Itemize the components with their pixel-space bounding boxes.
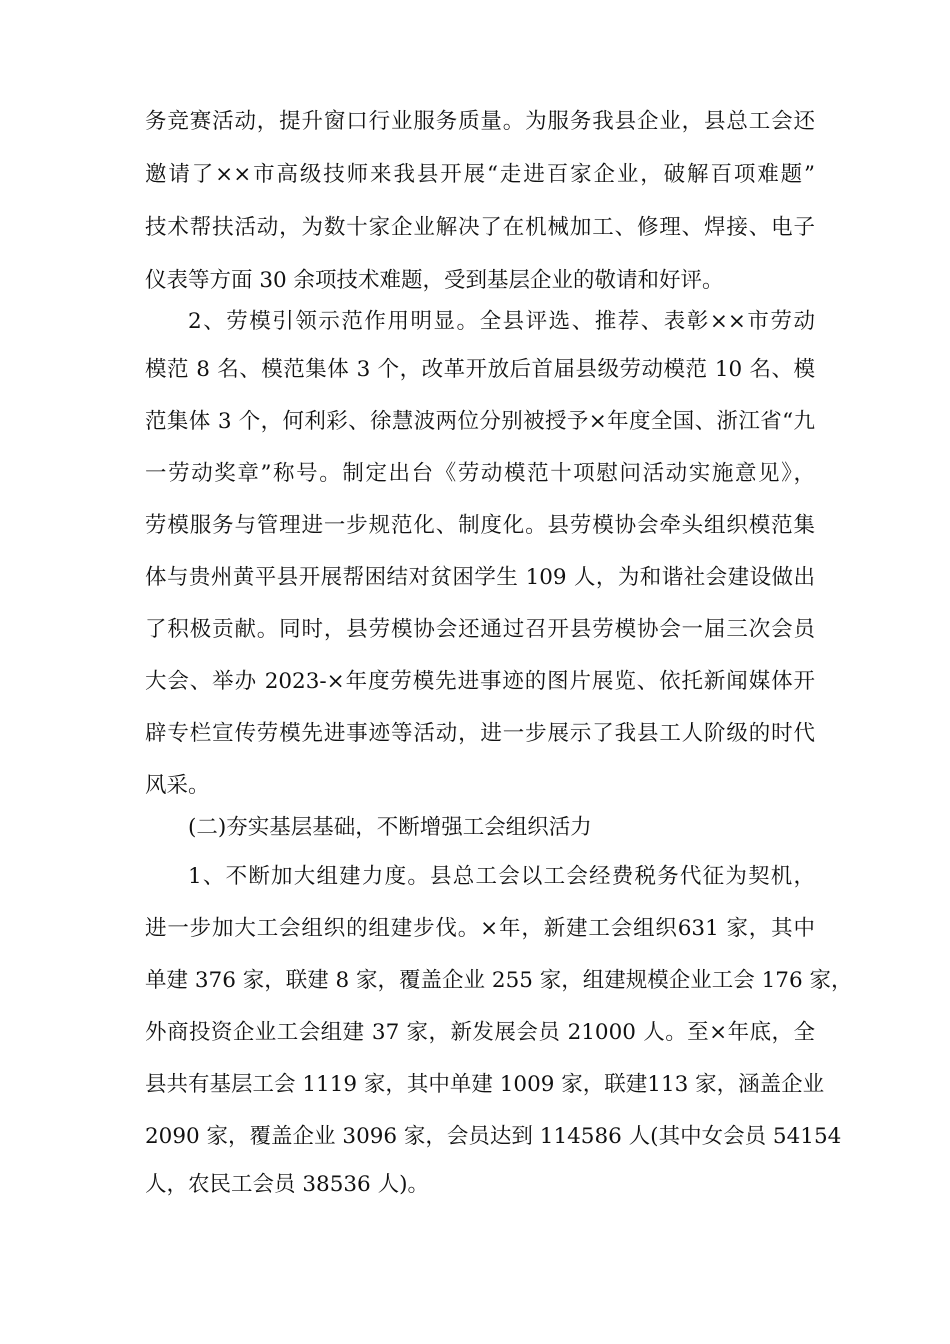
text-line: 了积极贡献。同时，县劳模协会还通过召开县劳模协会一届三次会员 xyxy=(145,617,815,642)
text-line: 范集体 3 个，何利彩、徐慧波两位分别被授予×年度全国、浙江省“九 xyxy=(145,409,815,434)
text-line: 邀请了××市高级技师来我县开展“走进百家企业，破解百项难题” xyxy=(145,162,815,187)
text-line: 外商投资企业工会组建 37 家，新发展会员 21000 人。至×年底，全 xyxy=(145,1020,815,1045)
section-heading: (二)夯实基层基础，不断增强工会组织活力 xyxy=(188,815,592,840)
text-line: 体与贵州黄平县开展帮困结对贫困学生 109 人，为和谐社会建设做出 xyxy=(145,565,815,590)
text-line: 进一步加大工会组织的组建步伐。×年，新建工会组织631 家，其中 xyxy=(145,916,815,941)
text-line: 人，农民工会员 38536 人)。 xyxy=(145,1172,429,1197)
text-line: 劳模服务与管理进一步规范化、制度化。县劳模协会牵头组织模范集 xyxy=(145,513,815,538)
text-line: 大会、举办 2023-×年度劳模先进事迹的图片展览、依托新闻媒体开 xyxy=(145,669,815,694)
text-line: 县共有基层工会 1119 家，其中单建 1009 家，联建113 家，涵盖企业 xyxy=(145,1072,825,1097)
text-line: 辟专栏宣传劳模先进事迹等活动，进一步展示了我县工人阶级的时代 xyxy=(145,721,815,746)
text-line: 仪表等方面 30 余项技术难题，受到基层企业的敬请和好评。 xyxy=(145,268,724,293)
text-line: 1、不断加大组建力度。县总工会以工会经费税务代征为契机， xyxy=(188,864,815,889)
text-line: 一劳动奖章”称号。制定出台《劳动模范十项慰问活动实施意见》， xyxy=(145,461,815,486)
text-line: 单建 376 家，联建 8 家，覆盖企业 255 家，组建规模企业工会 176 家， xyxy=(145,968,853,993)
text-line: 模范 8 名、模范集体 3 个，改革开放后首届县级劳动模范 10 名、模 xyxy=(145,357,815,382)
text-line: 务竞赛活动，提升窗口行业服务质量。为服务我县企业，县总工会还 xyxy=(145,109,815,134)
text-line: 风采。 xyxy=(145,773,210,798)
text-line: 2090 家，覆盖企业 3096 家，会员达到 114586 人(其中女会员 54154 xyxy=(145,1124,842,1149)
text-line: 2、劳模引领示范作用明显。全县评选、推荐、表彰××市劳动 xyxy=(188,309,815,334)
text-line: 技术帮扶活动，为数十家企业解决了在机械加工、修理、焊接、电子 xyxy=(145,215,815,240)
